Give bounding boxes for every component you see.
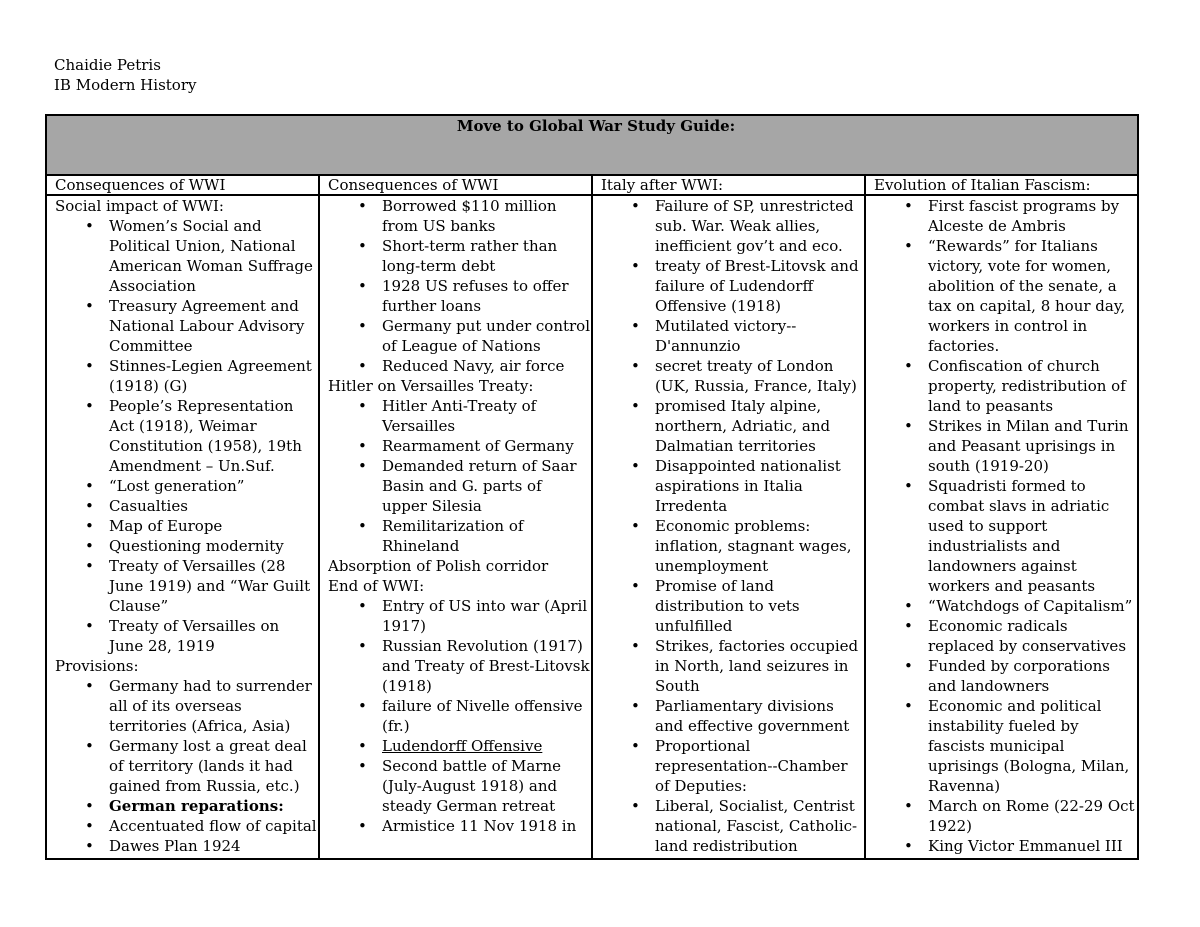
list-item-text: Demanded return of Saar Basin and G. parts of upper Silesia <box>382 457 577 515</box>
list-item <box>55 476 318 496</box>
list-item <box>55 736 318 796</box>
bullet-icon: • <box>85 737 94 755</box>
list-item-text: Borrowed $110 million from US banks <box>382 197 557 235</box>
list-item <box>874 356 1137 416</box>
list-item-text: Mutilated victory-- D'annunzio <box>655 317 797 355</box>
list-item-text: March on Rome (22-29 Oct 1922) <box>928 797 1135 835</box>
list-item-text: Dawes Plan 1924 <box>109 837 241 855</box>
list-item-text: failure of Nivelle offensive (fr.) <box>382 697 583 735</box>
table-title: Move to Global War Study Guide: <box>46 115 1138 175</box>
list-item <box>328 236 591 276</box>
bullet-icon: • <box>85 297 94 315</box>
list-item-text: Treaty of Versailles on June 28, 1919 <box>109 617 280 655</box>
bullet-icon: • <box>904 657 913 675</box>
list-item-text: “Lost generation” <box>109 477 245 495</box>
bullet-list <box>55 216 318 656</box>
list-item-text: Rearmament of Germany <box>382 437 574 455</box>
column-header: Evolution of Italian Fascism: <box>865 175 1138 195</box>
bullet-icon: • <box>358 597 367 615</box>
list-item-text: “Watchdogs of Capitalism” <box>928 597 1133 615</box>
bullet-icon: • <box>85 817 94 835</box>
list-item <box>328 596 591 636</box>
list-item <box>328 736 591 756</box>
list-item <box>874 196 1137 236</box>
course-name: IB Modern History <box>54 76 197 94</box>
list-item <box>601 356 864 396</box>
bullet-icon: • <box>85 497 94 515</box>
list-item-text: Armistice 11 Nov 1918 in <box>382 817 577 835</box>
list-item-text: Casualties <box>109 497 188 515</box>
bullet-icon: • <box>904 597 913 615</box>
bullet-icon: • <box>85 837 94 855</box>
list-item-text: Women’s Social and Political Union, National American Woman Suffrage Association <box>109 217 313 295</box>
column-consequences-treaty <box>319 195 592 859</box>
bullet-icon: • <box>358 237 367 255</box>
list-item-text: Disappointed nationalist aspirations in Italia Irredenta <box>655 457 841 515</box>
list-item <box>874 656 1137 696</box>
column-consequences-social <box>46 195 319 859</box>
list-item <box>55 396 318 476</box>
list-item-text: Reduced Navy, air force <box>382 357 565 375</box>
list-item <box>601 316 864 356</box>
list-item <box>328 636 591 696</box>
column-header: Consequences of WWI <box>319 175 592 195</box>
list-item-text: Hitler Anti-Treaty of Versailles <box>382 397 537 435</box>
column-header: Italy after WWI: <box>592 175 865 195</box>
bullet-icon: • <box>85 477 94 495</box>
bullet-icon: • <box>904 477 913 495</box>
bullet-icon: • <box>358 457 367 475</box>
list-item-text: Proportional representation--Chamber of Deputies: <box>655 737 848 795</box>
list-item-text: Questioning modernity <box>109 537 284 555</box>
column-italy-after-wwi <box>592 195 865 859</box>
bullet-list <box>328 596 591 836</box>
list-item <box>55 676 318 736</box>
list-item <box>601 516 864 576</box>
list-item <box>874 596 1137 616</box>
bullet-icon: • <box>631 317 640 335</box>
list-item-text: Ludendorff Offensive <box>382 737 543 755</box>
bullet-icon: • <box>631 397 640 415</box>
list-item <box>874 696 1137 796</box>
list-item <box>601 456 864 516</box>
list-item <box>328 196 591 236</box>
list-item-text: Strikes, factories occupied in North, land seizures in South <box>655 637 859 695</box>
list-item-text: Failure of SP, unrestricted sub. War. Weak allies, inefficient gov’t and eco. <box>655 197 854 255</box>
bullet-icon: • <box>85 617 94 635</box>
bullet-icon: • <box>631 697 640 715</box>
list-item <box>601 796 864 856</box>
list-item <box>328 696 591 736</box>
bullet-icon: • <box>631 357 640 375</box>
bullet-icon: • <box>85 537 94 555</box>
list-item <box>55 796 318 816</box>
list-item <box>55 216 318 296</box>
list-item-text: Economic and political instability fueled by fascists municipal uprisings (Bologna, Milan, Ravenna) <box>928 697 1130 795</box>
list-item-text: Second battle of Marne (July-August 1918) and steady German retreat <box>382 757 562 815</box>
section-heading: Hitler on Versailles Treaty: <box>328 377 534 395</box>
list-item <box>601 256 864 316</box>
author-name: Chaidie Petris <box>54 56 161 74</box>
list-item-text: Economic radicals replaced by conservatives <box>928 617 1127 655</box>
list-item-text: First fascist programs by Alceste de Ambris <box>928 197 1120 235</box>
list-item <box>55 496 318 516</box>
bullet-icon: • <box>358 357 367 375</box>
bullet-icon: • <box>85 517 94 535</box>
list-item-text: Russian Revolution (1917) and Treaty of Brest-Litovsk (1918) <box>382 637 590 695</box>
bullet-icon: • <box>358 277 367 295</box>
bullet-icon: • <box>904 797 913 815</box>
list-item-text: Funded by corporations and landowners <box>928 657 1110 695</box>
bullet-icon: • <box>85 357 94 375</box>
bullet-icon: • <box>904 837 913 855</box>
bullet-icon: • <box>631 197 640 215</box>
bullet-icon: • <box>358 437 367 455</box>
section-heading: End of WWI: <box>328 577 425 595</box>
bullet-list <box>601 196 864 856</box>
list-item-text: German reparations: <box>109 797 284 815</box>
bullet-icon: • <box>904 357 913 375</box>
bullet-icon: • <box>631 577 640 595</box>
list-item-text: Germany lost a great deal of territory (lands it had gained from Russia, etc.) <box>109 737 307 795</box>
bullet-icon: • <box>631 637 640 655</box>
bullet-icon: • <box>85 217 94 235</box>
list-item-text: Treaty of Versailles (28 June 1919) and “War Guilt Clause” <box>109 557 311 615</box>
bullet-icon: • <box>904 237 913 255</box>
list-item-text: Liberal, Socialist, Centrist national, Fascist, Catholic- land redistribution <box>655 797 858 855</box>
bullet-icon: • <box>631 257 640 275</box>
list-item <box>55 836 318 856</box>
bullet-icon: • <box>358 697 367 715</box>
bullet-list <box>55 676 318 856</box>
list-item-text: Squadristi formed to combat slavs in adriatic used to support industrialists and landowners against workers and peasants <box>928 477 1110 595</box>
list-item-text: Germany put under control of League of Nations <box>382 317 591 355</box>
list-item-text: Strikes in Milan and Turin and Peasant uprisings in south (1919-20) <box>928 417 1129 475</box>
list-item <box>874 236 1137 356</box>
list-item-text: 1928 US refuses to offer further loans <box>382 277 569 315</box>
bullet-list <box>874 196 1137 856</box>
list-item <box>601 636 864 696</box>
list-item-text: People’s Representation Act (1918), Weimar Constitution (1958), 19th Amendment – Un.Suf. <box>109 397 302 475</box>
list-item <box>328 516 591 556</box>
list-item-text: Entry of US into war (April 1917) <box>382 597 588 635</box>
list-item-text: Parliamentary divisions and effective government <box>655 697 850 735</box>
bullet-icon: • <box>631 457 640 475</box>
list-item-text: Accentuated flow of capital <box>109 817 317 835</box>
bullet-icon: • <box>631 737 640 755</box>
column-italian-fascism <box>865 195 1138 859</box>
list-item-text: Promise of land distribution to vets unfulfilled <box>655 577 800 635</box>
section-heading: Provisions: <box>55 657 139 675</box>
list-item <box>55 616 318 656</box>
list-item-text: King Victor Emmanuel III <box>928 837 1123 855</box>
list-item-text: Short-term rather than long-term debt <box>382 237 558 275</box>
bullet-icon: • <box>85 557 94 575</box>
list-item-text: treaty of Brest-Litovsk and failure of Ludendorff Offensive (1918) <box>655 257 859 315</box>
bullet-icon: • <box>904 197 913 215</box>
column-header: Consequences of WWI <box>46 175 319 195</box>
list-item-text: Remilitarization of Rhineland <box>382 517 524 555</box>
list-item-text: promised Italy alpine, northern, Adriatic, and Dalmatian territories <box>655 397 831 455</box>
list-item <box>328 316 591 356</box>
bullet-icon: • <box>358 637 367 655</box>
bullet-icon: • <box>85 797 94 815</box>
list-item <box>328 276 591 316</box>
list-item <box>55 356 318 396</box>
list-item <box>328 816 591 836</box>
list-item <box>55 816 318 836</box>
bullet-icon: • <box>904 417 913 435</box>
bullet-icon: • <box>904 697 913 715</box>
list-item <box>601 576 864 636</box>
bullet-icon: • <box>631 517 640 535</box>
list-item <box>874 476 1137 596</box>
list-item <box>55 516 318 536</box>
bullet-icon: • <box>358 817 367 835</box>
list-item <box>601 736 864 796</box>
bullet-icon: • <box>358 757 367 775</box>
bullet-list <box>328 396 591 556</box>
list-item-text: secret treaty of London (UK, Russia, France, Italy) <box>655 357 857 395</box>
list-item-text: Map of Europe <box>109 517 223 535</box>
study-guide-table <box>45 114 1139 860</box>
list-item <box>874 836 1137 856</box>
list-item <box>55 296 318 356</box>
list-item-text: Germany had to surrender all of its overseas territories (Africa, Asia) <box>109 677 312 735</box>
list-item <box>328 436 591 456</box>
list-item-text: “Rewards” for Italians victory, vote for women, abolition of the senate, a tax on capital, 8 hour day, workers in control in factories. <box>928 237 1126 355</box>
list-item <box>328 456 591 516</box>
list-item <box>601 696 864 736</box>
list-item <box>328 356 591 376</box>
list-item-text: Confiscation of church property, redistribution of land to peasants <box>928 357 1126 415</box>
list-item <box>55 556 318 616</box>
bullet-icon: • <box>904 617 913 635</box>
bullet-icon: • <box>358 517 367 535</box>
list-item-text: Stinnes-Legien Agreement (1918) (G) <box>109 357 312 395</box>
list-item <box>328 396 591 436</box>
list-item <box>601 396 864 456</box>
list-item-text: Economic problems: inflation, stagnant wages, unemployment <box>655 517 852 575</box>
document-header <box>54 55 196 95</box>
list-item <box>328 756 591 816</box>
list-item <box>874 416 1137 476</box>
bullet-icon: • <box>358 197 367 215</box>
bullet-list <box>328 196 591 376</box>
section-heading: Absorption of Polish corridor <box>328 557 549 575</box>
bullet-icon: • <box>358 317 367 335</box>
bullet-icon: • <box>358 737 367 755</box>
bullet-icon: • <box>631 797 640 815</box>
list-item <box>874 616 1137 656</box>
section-heading: Social impact of WWI: <box>55 197 224 215</box>
list-item <box>55 536 318 556</box>
bullet-icon: • <box>85 677 94 695</box>
list-item <box>874 796 1137 836</box>
list-item-text: Treasury Agreement and National Labour Advisory Committee <box>109 297 305 355</box>
bullet-icon: • <box>358 397 367 415</box>
bullet-icon: • <box>85 397 94 415</box>
list-item <box>601 196 864 256</box>
